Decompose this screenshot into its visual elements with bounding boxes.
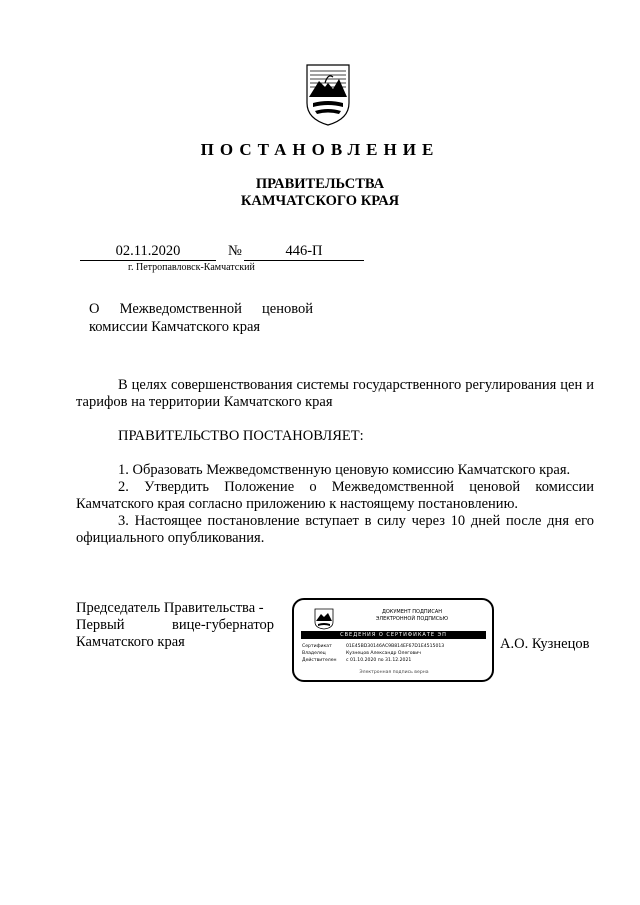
signer-position-word: Первый xyxy=(76,617,125,633)
subject-word: О xyxy=(89,301,100,317)
stamp-owner-row xyxy=(302,651,421,657)
subject-word: ценовой xyxy=(262,301,313,317)
electronic-signature-stamp xyxy=(292,598,494,682)
stamp-band: СВЕДЕНИЯ О СЕРТИФИКАТЕ ЭП xyxy=(301,631,486,639)
signer-name: А.О. Кузнецов xyxy=(500,636,590,652)
stamp-valid-value: с 01.10.2020 по 31.12.2021 xyxy=(346,658,412,663)
authority-line-2: КАМЧАТСКОГО КРАЯ xyxy=(240,193,400,209)
subject-line-2: комиссии Камчатского края xyxy=(89,319,261,335)
preamble-paragraph: В целях совершенствования системы государственного регулирования цен и тарифов на территории Камчатского края xyxy=(76,377,594,410)
signer-position-line-3: Камчатского края xyxy=(76,634,185,650)
item-1-paragraph: 1. Образовать Межведомственную ценовую комиссию Камчатского края. xyxy=(118,462,571,478)
item-2-paragraph: 2. Утвердить Положение о Межведомственной ценовой комиссии Камчатского края согласно приложению к настоящему постановлению. xyxy=(76,479,594,512)
item-3-paragraph: 3. Настоящее постановление вступает в силу через 10 дней после дня его официального опубликования. xyxy=(76,513,594,546)
signer-position-line-2 xyxy=(76,617,274,634)
stamp-owner-value: Кузнецов Александр Олегович xyxy=(346,651,421,656)
stamp-header-line-2: ЭЛЕКТРОННОЙ ПОДПИСЬЮ xyxy=(375,616,449,622)
stamp-valid-label: Действителен xyxy=(302,658,337,663)
document-number: 446-П xyxy=(244,243,364,261)
document-subject xyxy=(89,300,313,336)
stamp-note: Электронная подпись верна xyxy=(359,670,429,675)
signer-position-line-1: Председатель Правительства - xyxy=(76,600,264,616)
stamp-cert-row xyxy=(302,644,444,650)
stamp-header-line-1: ДОКУМЕНТ ПОДПИСАН xyxy=(381,609,443,615)
stamp-cert-value: 01E45BD30146AC9B814EF67D1E4515013 xyxy=(346,644,445,649)
stamp-emblem-icon xyxy=(314,608,334,630)
signer-position-word: вице-губернатор xyxy=(172,617,274,633)
document-date-field xyxy=(80,243,216,261)
document-date: 02.11.2020 xyxy=(80,243,216,261)
stamp-cert-label: Сертификат xyxy=(302,644,332,649)
stamp-valid-row xyxy=(302,658,411,664)
subject-word: Межведомственной xyxy=(119,301,242,317)
number-sign: № xyxy=(228,243,242,259)
document-title: ПОСТАНОВЛЕНИЕ xyxy=(200,140,440,159)
subject-line-1 xyxy=(89,300,313,318)
authority-line-1: ПРАВИТЕЛЬСТВА xyxy=(255,176,385,192)
signer-position xyxy=(76,600,274,651)
stamp-header xyxy=(352,609,472,623)
resolves-paragraph: ПРАВИТЕЛЬСТВО ПОСТАНОВЛЯЕТ: xyxy=(118,428,364,444)
stamp-owner-label: Владелец xyxy=(302,651,326,656)
coat-of-arms-emblem xyxy=(303,63,353,127)
document-number-field xyxy=(244,243,364,261)
issuing-authority xyxy=(0,176,640,210)
city-label: г. Петропавловск-Камчатский xyxy=(128,262,255,273)
